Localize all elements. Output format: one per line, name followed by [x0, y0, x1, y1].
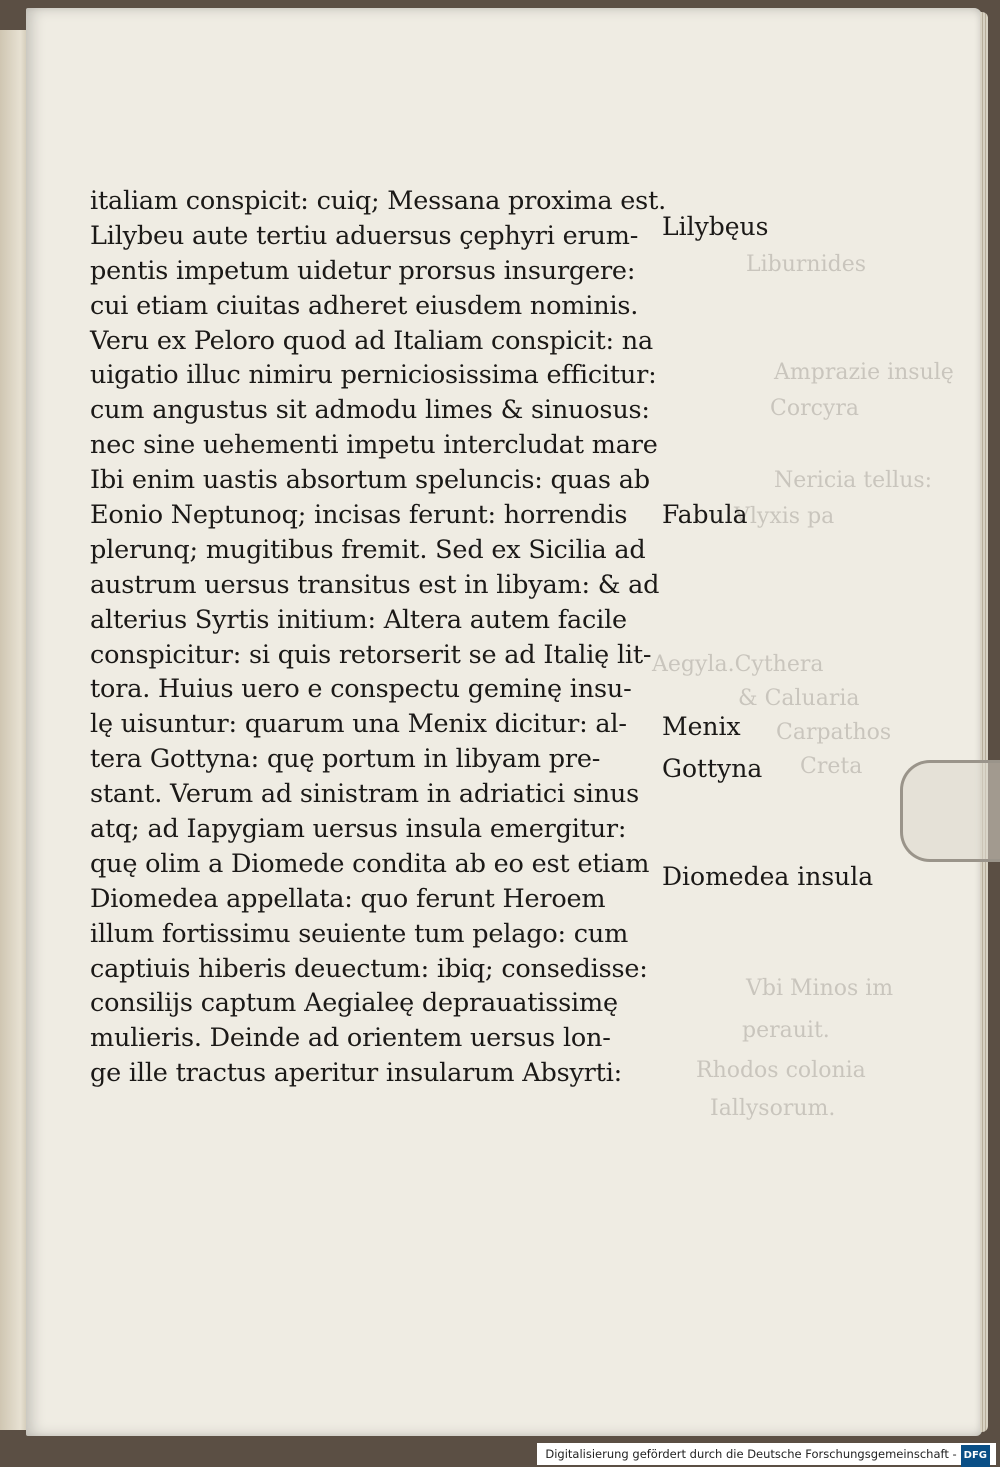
text-line: plerunq; mugitibus fremit. Sed ex Sicilia ad — [90, 534, 646, 565]
bleed-through-text: Iallysorum. — [710, 1096, 836, 1121]
text-line: quę olim a Diomede condita ab eo est etiam — [90, 848, 650, 879]
text-line: cui etiam ciuitas adheret eiusdem nominis. — [90, 290, 639, 321]
bleed-through-text: Amprazie insulę — [774, 360, 954, 385]
margin-note-gottyna: Gottyna — [662, 754, 763, 783]
bleed-through-text: & Caluaria — [738, 686, 860, 711]
dfg-logo: DFG — [961, 1445, 990, 1467]
bleed-through-text: Creta — [800, 754, 863, 779]
text-line: tora. Huius uero e conspectu geminę insu- — [90, 674, 632, 705]
text-line: Diomedea appellata: quo ferunt Heroem — [90, 883, 606, 914]
margin-note-menix: Menix — [662, 712, 741, 741]
margin-note-lilybeus: Lilybęus — [662, 212, 769, 241]
bleed-through-text: Rhodos colonia — [696, 1058, 866, 1083]
margin-note-diomedea: Diomedea insula — [662, 862, 874, 891]
text-line: alterius Syrtis initium: Altera autem facile — [90, 604, 627, 635]
margin-note-fabula: Fabula — [662, 500, 748, 529]
digitization-footer — [537, 1443, 996, 1465]
text-line: consilijs captum Aegialeę deprauatissimę — [90, 988, 618, 1019]
text-line: uigatio illuc nimiru perniciosissima efficitur: — [90, 360, 657, 391]
text-line: pentis impetum uidetur prorsus insurgere: — [90, 255, 636, 286]
footer-text: Digitalisierung gefördert durch die Deutsche Forschungsgemeinschaft - — [545, 1447, 957, 1461]
text-line: austrum uersus transitus est in libyam: & ad — [90, 569, 660, 600]
text-line: nec sine uehementi impetu intercludat mare — [90, 430, 658, 461]
text-line: italiam conspicit: cuiq; Messana proxima est. — [90, 186, 667, 216]
text-line: conspicitur: si quis retorserit se ad Italię lit- — [90, 639, 652, 670]
main-text-block — [90, 184, 670, 1091]
text-line: Eonio Neptunoq; incisas ferunt: horrendis — [90, 500, 628, 531]
bleed-through-text: Carpathos — [776, 720, 892, 745]
text-line: tera Gottyna: quę portum in libyam pre- — [90, 744, 601, 775]
bleed-through-text: Corcyra — [770, 396, 859, 421]
bleed-through-text: Nericia tellus: — [774, 468, 933, 493]
text-line: atq; ad Iapygiam uersus insula emergitur: — [90, 814, 627, 845]
text-line: ge ille tractus aperitur insularum Absyrti: — [90, 1058, 623, 1089]
page-fore-edge — [980, 12, 988, 1432]
text-line: captiuis hiberis deuectum: ibiq; consedisse: — [90, 953, 648, 984]
text-line: illum fortissimu seuiente tum pelago: cum — [90, 918, 629, 949]
text-line: mulieris. Deinde ad orientem uersus lon- — [90, 1023, 611, 1054]
text-line: Lilybeu aute tertiu aduersus çephyri erum- — [90, 220, 639, 251]
bleed-through-text: Vlyxis pa — [734, 504, 835, 529]
bleed-through-text: perauit. — [742, 1018, 830, 1043]
book-page — [26, 8, 982, 1436]
text-line: lę uisuntur: quarum una Menix dicitur: al- — [90, 709, 627, 740]
bleed-through-text: Vbi Minos im — [746, 976, 894, 1001]
text-line: Veru ex Peloro quod ad Italiam conspicit: na — [90, 325, 654, 356]
page-clip — [900, 760, 1000, 862]
text-line: stant. Verum ad sinistram in adriatici sinus — [90, 779, 640, 810]
text-line: Ibi enim uastis absortum speluncis: quas ab — [90, 465, 650, 496]
bleed-through-text: Aegyla.Cythera — [652, 652, 824, 677]
bleed-through-text: Liburnides — [746, 252, 867, 277]
text-line: cum angustus sit admodu limes & sinuosus: — [90, 395, 650, 426]
